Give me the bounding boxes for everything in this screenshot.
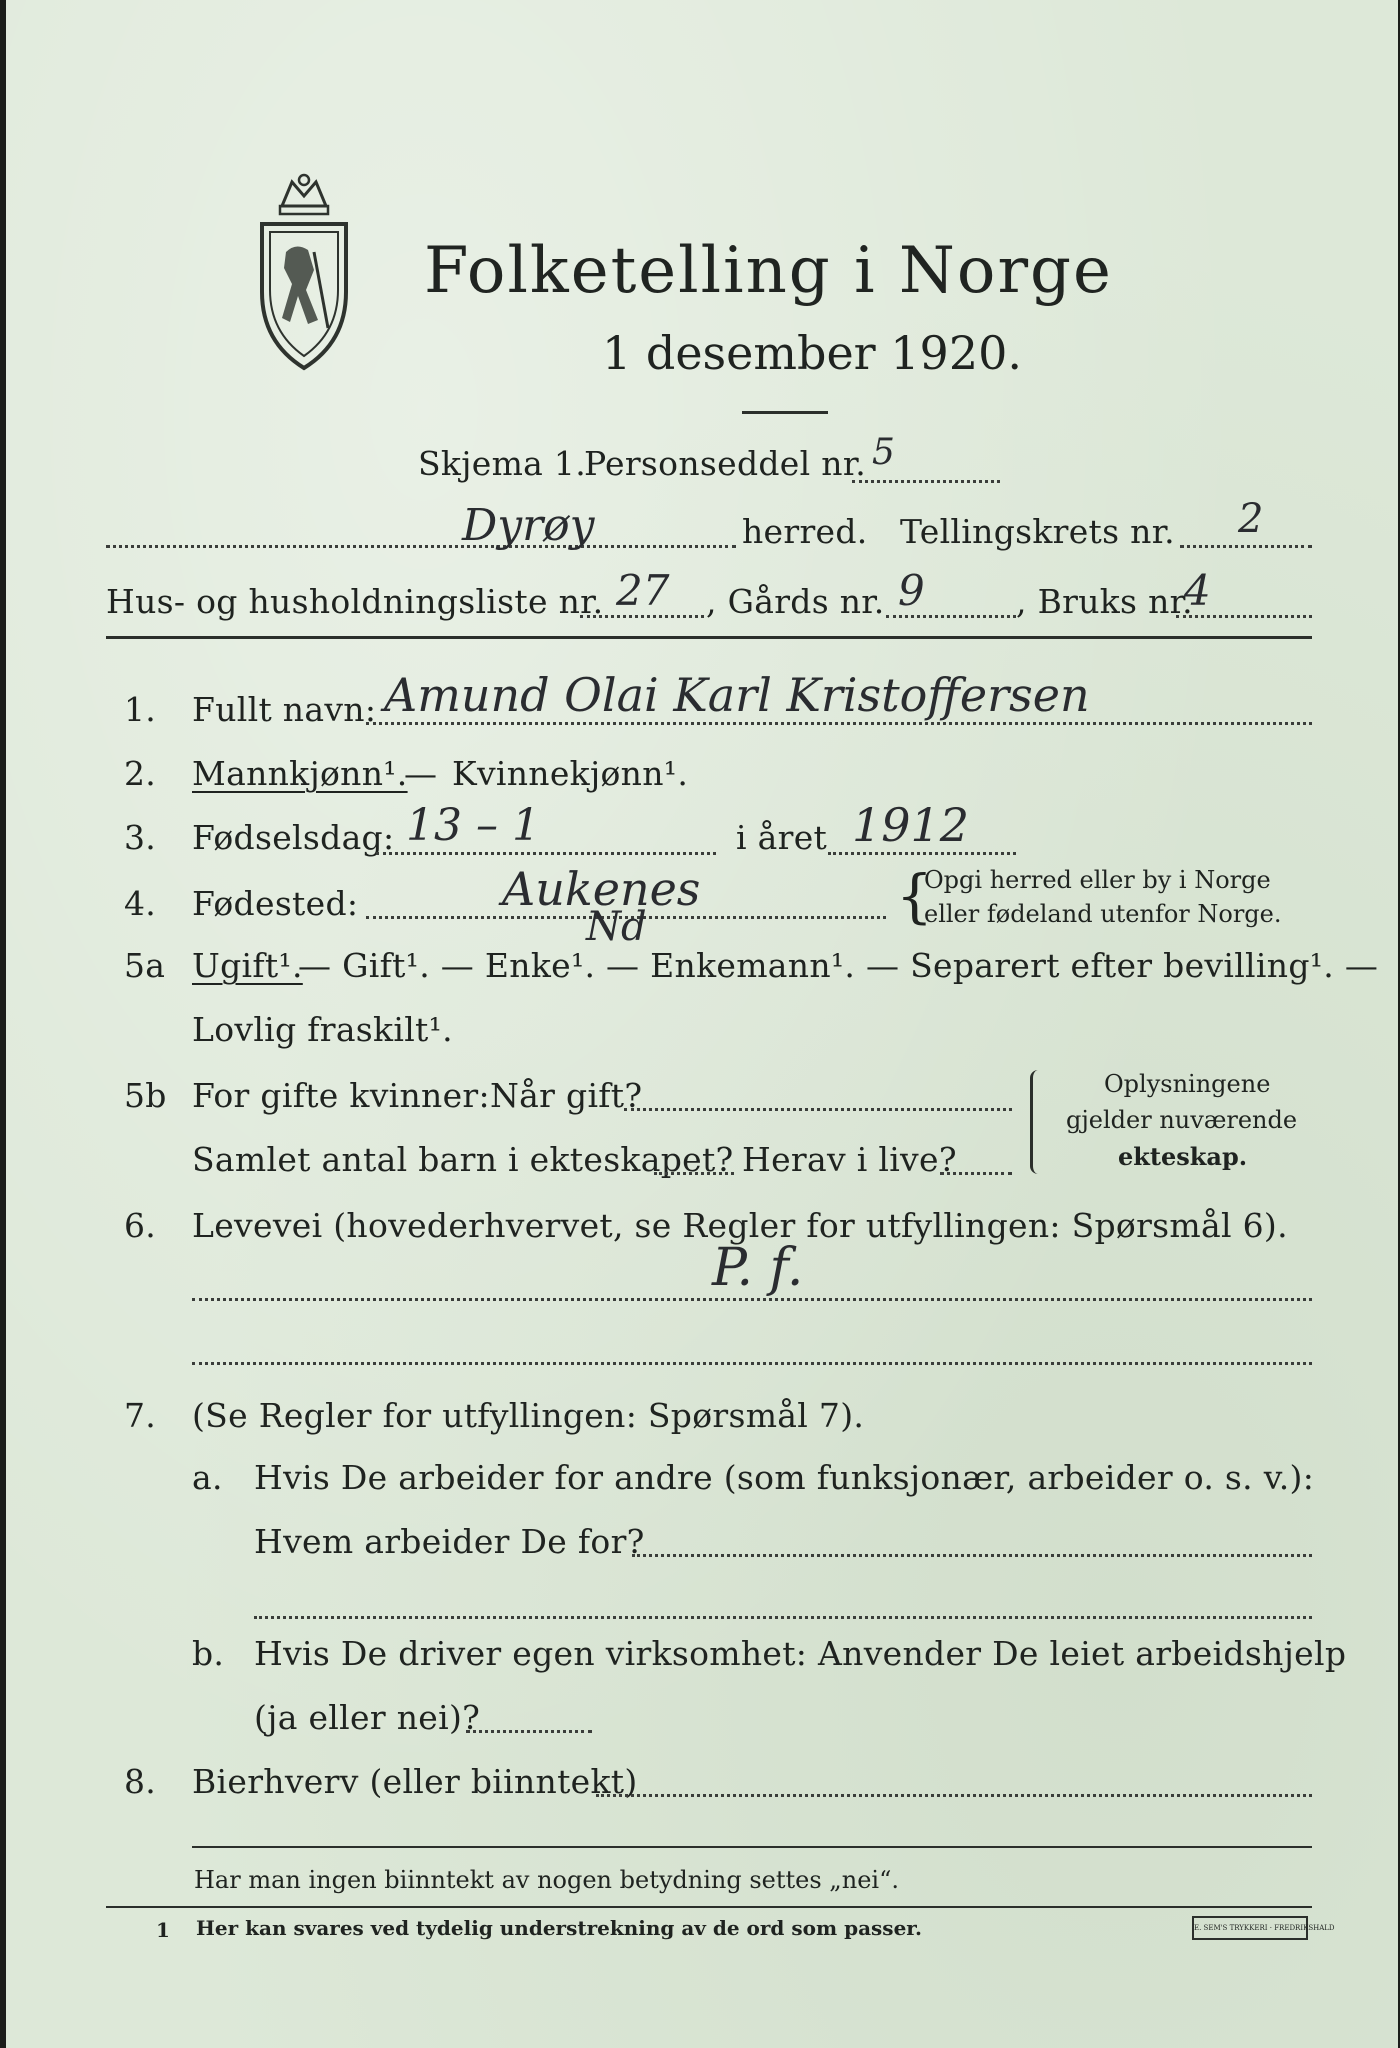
q5a-line2: Lovlig fraskilt¹.	[192, 1010, 453, 1049]
q5b-note-line3: ekteskap.	[1118, 1142, 1248, 1171]
q5b-note-line2: gjelder nuværende	[1066, 1106, 1298, 1134]
q5a-ugift-option: Ugift¹.	[192, 946, 303, 985]
q2-separator: —	[404, 754, 438, 793]
q4-birthplace-value: Aukenes	[502, 862, 701, 916]
footnote-mark: 1	[156, 1918, 170, 1942]
herred-label: herred.	[742, 512, 868, 551]
header-separator	[106, 636, 1312, 639]
q7b-question: (ja eller nei)?	[254, 1698, 481, 1737]
q5a-number: 5a	[124, 946, 166, 985]
tellingskrets-value: 2	[1238, 496, 1264, 542]
form-title: Folketelling i Norge	[424, 234, 1113, 308]
q5b-number: 5b	[124, 1076, 167, 1115]
q6-label: Levevei (hovederhvervet, se Regler for utfyllingen: Spørsmål 6).	[192, 1206, 1288, 1245]
q4-note-brace: {	[896, 862, 933, 930]
q7a-line2	[254, 1616, 1312, 1619]
q1-number: 1.	[124, 690, 157, 729]
q3-year-label: i året	[736, 818, 828, 857]
q3-year-line	[828, 852, 1016, 855]
personseddel-value: 5	[872, 432, 895, 473]
q5b-children-line	[654, 1172, 734, 1175]
personseddel-line	[852, 480, 1000, 483]
bruks-line	[1176, 615, 1312, 618]
q3-label: Fødselsdag:	[192, 818, 395, 857]
coat-of-arms-icon	[252, 172, 356, 372]
q7a-line1	[632, 1554, 1312, 1557]
q6-line1	[192, 1298, 1312, 1301]
q7b-text: Hvis De driver egen virksomhet: Anvender De leiet arbeidshjelp	[254, 1634, 1347, 1673]
q7a-question: Hvem arbeider De for?	[254, 1522, 645, 1561]
q7-number: 7.	[124, 1396, 157, 1435]
husliste-value: 27	[616, 566, 670, 615]
gards-value: 9	[898, 566, 925, 615]
q8-number: 8.	[124, 1762, 157, 1801]
q5b-note-line1: Oplysningene	[1104, 1070, 1271, 1098]
census-date: 1 desember 1920.	[602, 326, 1022, 380]
schema-label: Skjema 1.	[418, 444, 587, 483]
q4-label: Fødested:	[192, 884, 359, 923]
q8-label: Bierhverv (eller biinntekt)	[192, 1762, 638, 1801]
q2-male-option: Mannkjønn¹.	[192, 754, 408, 793]
q7-label: (Se Regler for utfyllingen: Spørsmål 7).	[192, 1396, 865, 1435]
q1-full-name-value: Amund Olai Karl Kristoffersen	[384, 668, 1090, 722]
tellingskrets-line	[1180, 545, 1312, 548]
title-divider	[742, 411, 828, 414]
personseddel-label: Personseddel nr.	[584, 444, 867, 483]
q3-number: 3.	[124, 818, 157, 857]
q8-line1	[596, 1794, 1312, 1797]
q1-label: Fullt navn:	[192, 690, 377, 729]
gards-line	[886, 615, 1016, 618]
q4-note-line1: Opgi herred eller by i Norge	[924, 866, 1271, 894]
q5b-alive-label: Herav i live?	[742, 1140, 957, 1179]
q6-occupation-value: P. f.	[712, 1238, 804, 1298]
q8-line2	[192, 1846, 1312, 1848]
husliste-label: Hus- og husholdningsliste nr.	[106, 582, 604, 621]
husliste-line	[580, 615, 704, 618]
q4-extra-mark: Nd	[586, 904, 647, 950]
herred-line	[106, 545, 736, 548]
q6-line2	[192, 1362, 1312, 1365]
census-form-page	[6, 0, 1398, 2048]
q4-number: 4.	[124, 884, 157, 923]
bruks-label: , Bruks nr.	[1016, 582, 1193, 621]
q5b-when-label: Når gift?	[490, 1076, 643, 1115]
q6-number: 6.	[124, 1206, 157, 1245]
gards-label: , Gårds nr.	[706, 582, 885, 621]
q7a-letter: a.	[192, 1458, 223, 1497]
q2-female-option: Kvinnekjønn¹.	[452, 754, 689, 793]
bruks-value: 4	[1184, 566, 1211, 615]
q7b-line	[466, 1730, 592, 1733]
q5a-other-options: — Gift¹. — Enke¹. — Enkemann¹. — Separert efter bevilling¹. —	[298, 946, 1379, 985]
q3-day-line	[376, 852, 716, 855]
q1-line	[366, 722, 1312, 725]
q2-number: 2.	[124, 754, 157, 793]
tellingskrets-label: Tellingskrets nr.	[900, 512, 1175, 551]
footnote-text: Her kan svares ved tydelig understrekning av de ord som passer.	[196, 1916, 922, 1940]
q5b-children-label: Samlet antal barn i ekteskapet?	[192, 1140, 734, 1179]
q7b-letter: b.	[192, 1634, 225, 1673]
q7a-text: Hvis De arbeider for andre (som funksjonær, arbeider o. s. v.):	[254, 1458, 1315, 1497]
footer-separator	[106, 1906, 1312, 1908]
q5b-when-line	[624, 1108, 1012, 1111]
q5b-alive-line	[940, 1172, 1012, 1175]
q5b-note-bracket	[1030, 1070, 1043, 1174]
q4-note-line2: eller fødeland utenfor Norge.	[924, 900, 1282, 928]
herred-value: Dyrøy	[462, 500, 595, 551]
q3-birthday-value: 13 – 1	[406, 800, 540, 851]
footer-note: Har man ingen biinntekt av nogen betydning settes „nei“.	[194, 1866, 899, 1894]
q5b-label: For gifte kvinner:	[192, 1076, 490, 1115]
q3-year-value: 1912	[852, 798, 970, 852]
printer-stamp: E. SEM'S TRYKKERI · FREDRIKSHALD	[1192, 1916, 1308, 1940]
